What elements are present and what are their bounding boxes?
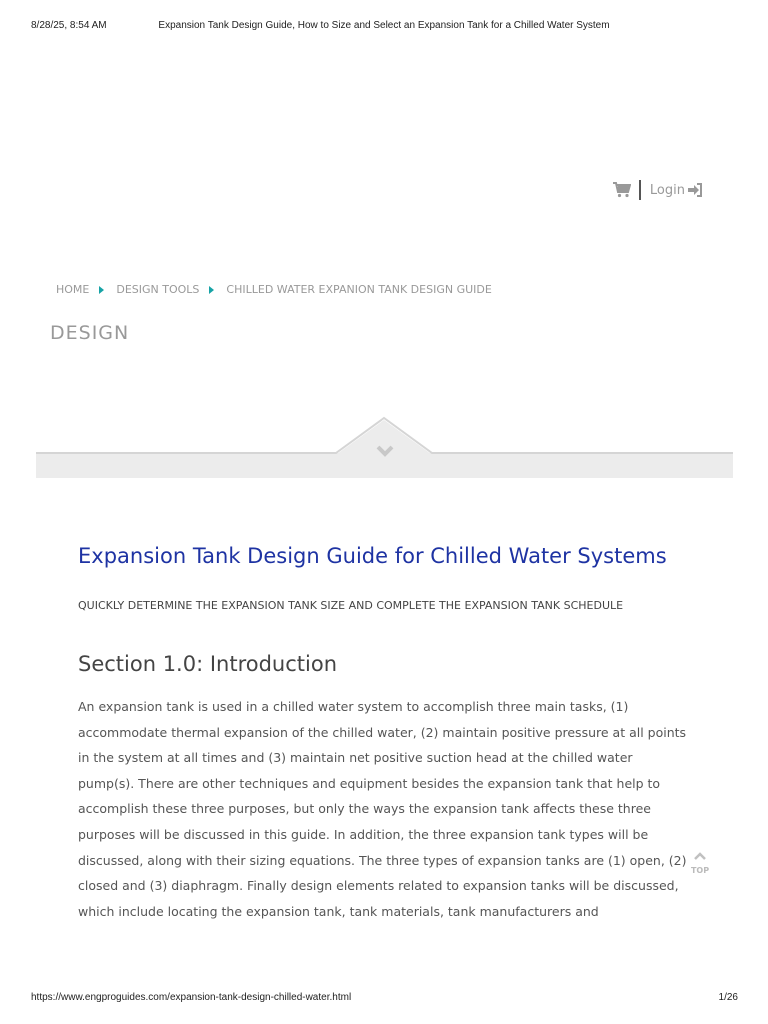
breadcrumb-current[interactable]: CHILLED WATER EXPANION TANK DESIGN GUIDE (226, 283, 492, 296)
print-footer (0, 992, 768, 1012)
breadcrumb-home[interactable]: HOME (56, 283, 90, 296)
print-page-number: 1/26 (718, 992, 738, 1003)
breadcrumb-arrow-icon (209, 286, 214, 294)
cart-icon[interactable] (613, 182, 631, 198)
print-datetime: 8/28/25, 8:54 AM (31, 20, 107, 31)
account-bar (613, 180, 702, 200)
back-to-top-label: TOP (690, 866, 710, 875)
print-url: https://www.engproguides.com/expansion-tank-design-chilled-water.html (31, 992, 352, 1003)
article-subtitle: QUICKLY DETERMINE THE EXPANSION TANK SIZE AND COMPLETE THE EXPANSION TANK SCHEDULE (78, 599, 624, 612)
chevron-down-icon[interactable] (375, 444, 395, 458)
article-title: Expansion Tank Design Guide for Chilled Water Systems (78, 544, 667, 568)
breadcrumb-arrow-icon (99, 286, 104, 294)
print-page-title: Expansion Tank Design Guide, How to Size and Select an Expansion Tank for a Chilled Water System (158, 20, 610, 31)
section-divider-band (36, 410, 733, 478)
page-heading: DESIGN (50, 322, 130, 344)
back-to-top-button[interactable] (687, 852, 713, 886)
chevron-up-icon (694, 852, 706, 860)
login-label: Login (649, 182, 685, 198)
breadcrumb-design-tools[interactable]: DESIGN TOOLS (116, 283, 200, 296)
divider (639, 180, 641, 200)
login-link[interactable] (650, 183, 702, 198)
print-header (0, 0, 768, 31)
breadcrumb (56, 283, 492, 296)
sign-in-icon (688, 183, 702, 197)
intro-paragraph: An expansion tank is used in a chilled water system to accomplish three main tasks, (1) accommodate thermal expansion of the chilled water, (2) maintain positive pressure at all points in the system at all times and (3) maintain net positive suction head at the chilled water pump(s). There are other techniques and equipment besides the expansion tank that help to accomplish these three purposes, but only the ways the expansion tank affects these three purposes will be discussed in this guide. In addition, the three expansion tank types will be discussed, along with their sizing equations. The three types of expansion tanks are (1) open, (2) closed and (3) diaphragm. Finally design elements related to expansion tanks will be discussed, which include locating the expansion tank, tank materials, tank manufacturers and (78, 699, 687, 919)
section-title: Section 1.0: Introduction (78, 652, 338, 676)
